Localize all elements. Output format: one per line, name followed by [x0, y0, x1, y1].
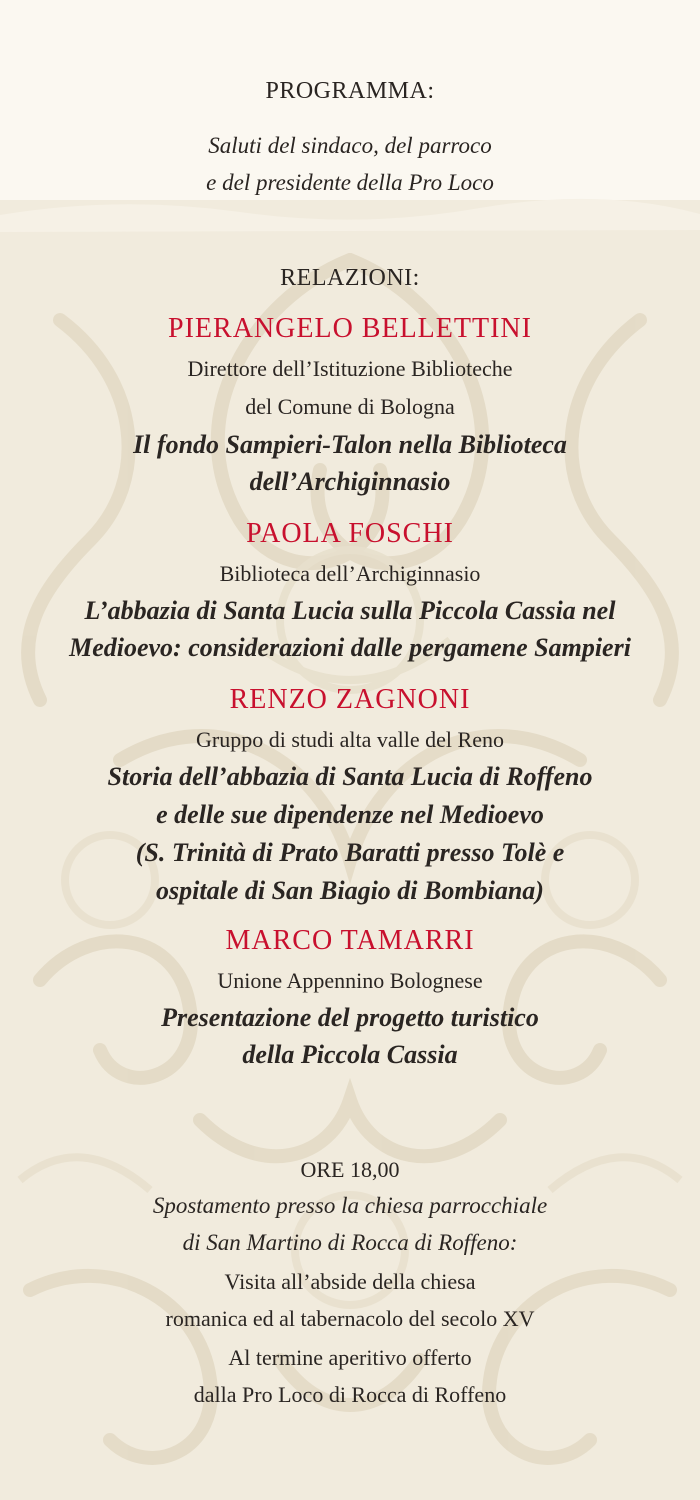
speaker-affiliation: del Comune di Bologna — [245, 394, 455, 419]
talk-title: Medioevo: considerazioni dalle pergamene Sampieri — [69, 633, 631, 662]
greeting-line-1: Saluti del sindaco, del parroco — [208, 133, 492, 158]
speaker-name: RENZO ZAGNONI — [229, 684, 471, 715]
evening-detail: Al termine aperitivo offerto — [228, 1345, 472, 1370]
speaker-affiliation: Biblioteca dell’Archiginnasio — [219, 561, 481, 586]
relazioni-heading: RELAZIONI: — [280, 265, 420, 291]
talk-title: ospitale di San Biagio di Bombiana) — [156, 876, 544, 905]
speaker-name: PIERANGELO BELLETTINI — [168, 313, 532, 344]
move-line: Spostamento presso la chiesa parrocchiale — [152, 1193, 548, 1218]
evening-detail: Visita all’abside della chiesa — [224, 1269, 476, 1294]
speaker-name: MARCO TAMARRI — [225, 925, 475, 956]
evening-detail: dalla Pro Loco di Rocca di Roffeno — [193, 1382, 507, 1407]
programma-heading: PROGRAMMA: — [265, 78, 435, 104]
evening-detail: romanica ed al tabernacolo del secolo XV — [165, 1306, 535, 1331]
greeting-line-2: e del presidente della Pro Loco — [206, 170, 494, 195]
talk-title: Presentazione del progetto turistico — [161, 1003, 539, 1032]
talk-title: Storia dell’abbazia di Santa Lucia di Roffeno — [107, 762, 593, 791]
talk-title: e delle sue dipendenze nel Medioevo — [156, 800, 544, 829]
move-line: di San Martino di Rocca di Roffeno: — [182, 1230, 518, 1255]
talk-title: dell’Archiginnasio — [249, 467, 451, 496]
speaker-affiliation: Gruppo di studi alta valle del Reno — [196, 727, 504, 752]
talk-title: della Piccola Cassia — [242, 1040, 458, 1069]
talk-title: Il fondo Sampieri-Talon nella Biblioteca — [133, 430, 567, 459]
speaker-affiliation: Unione Appennino Bolognese — [217, 968, 483, 993]
speaker-affiliation: Direttore dell’Istituzione Biblioteche — [187, 356, 513, 381]
evening-time: ORE 18,00 — [300, 1157, 400, 1182]
talk-title: (S. Trinità di Prato Baratti presso Tolè e — [135, 838, 565, 867]
talk-title: L’abbazia di Santa Lucia sulla Piccola Cassia nel — [84, 596, 616, 625]
speaker-name: PAOLA FOSCHI — [246, 518, 454, 549]
